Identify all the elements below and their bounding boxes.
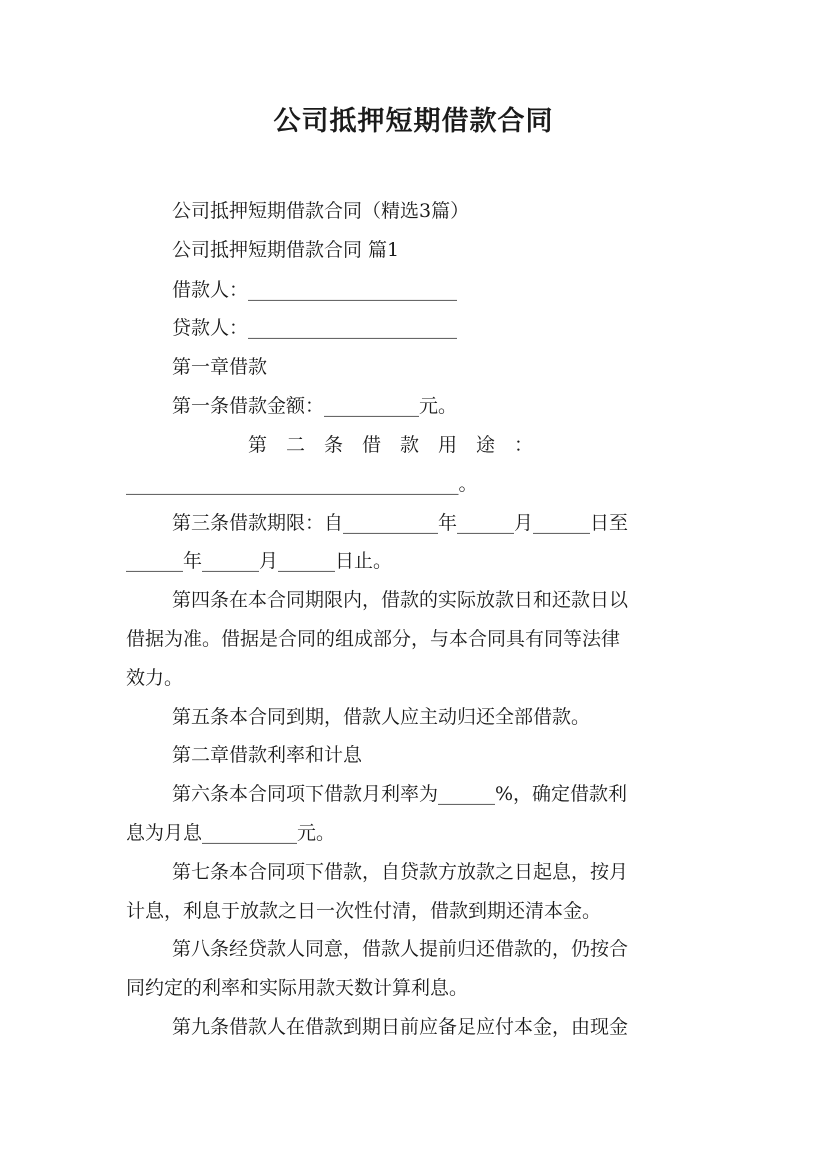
paragraph-line: ______年______月______日止。: [126, 550, 393, 572]
paragraph-line: 第六条本合同项下借款月利率为______%，确定借款利: [172, 783, 628, 805]
paragraph-line: 计息，利息于放款之日一次性付清，借款到期还清本金。: [126, 900, 602, 922]
lender-line: 贷款人：______________________: [172, 317, 458, 339]
paragraph-line: 息为月息__________元。: [126, 822, 336, 844]
paragraph-line: 借据为准。借据是合同的组成部分，与本合同具有同等法律: [126, 628, 621, 650]
subtitle: 公司抵押短期借款合同（精选3篇）: [172, 200, 470, 222]
paragraph-line: 第七条本合同项下借款，自贷款方放款之日起息，按月: [172, 861, 629, 883]
paragraph-line: 第四条在本合同期限内，借款的实际放款日和还款日以: [172, 589, 629, 611]
paragraph-line: 第三条借款期限：自__________年______月______日至: [172, 512, 629, 534]
paragraph-line: 效力。: [126, 667, 184, 689]
paragraph-line: 第五条本合同到期，借款人应主动归还全部借款。: [172, 706, 591, 728]
chapter-heading: 第二章借款利率和计息: [172, 744, 363, 766]
borrower-line: 借款人：______________________: [172, 279, 458, 301]
paragraph-line: 第九条借款人在借款到期日前应备足应付本金，由现金: [172, 1016, 629, 1038]
document-title: 公司抵押短期借款合同: [273, 106, 554, 137]
paragraph-line: 同约定的利率和实际用款天数计算利息。: [126, 977, 469, 999]
paragraph-line: ___________________________________。: [126, 473, 478, 495]
spaced-heading: 第 二 条 借 款 用 途 ：: [248, 434, 534, 456]
chapter-heading: 第一章借款: [172, 356, 268, 378]
paragraph-line: 第一条借款金额：__________元。: [172, 395, 458, 417]
paragraph-line: 第八条经贷款人同意，借款人提前归还借款的，仍按合: [172, 938, 629, 960]
section-heading: 公司抵押短期借款合同 篇1: [172, 239, 400, 261]
